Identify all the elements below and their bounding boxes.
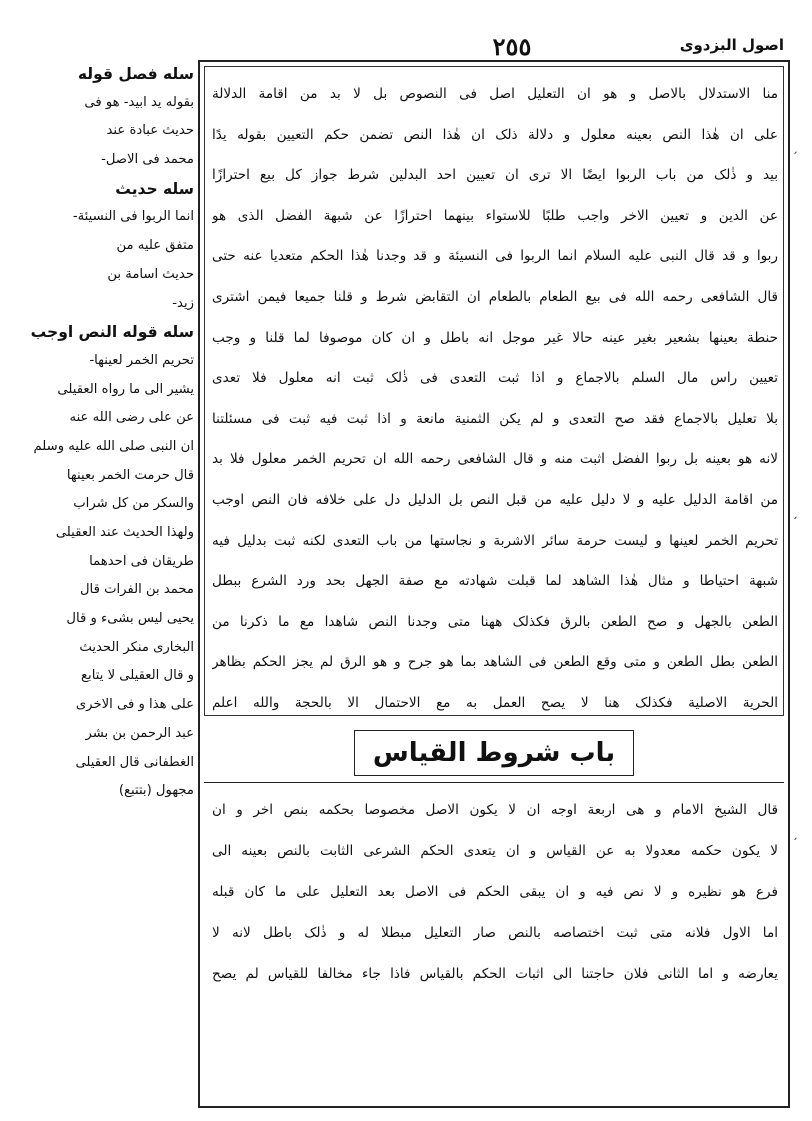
margin-note-line: حدیث اسامة بن [107,266,194,282]
text-line: منا الاستدلال بالاصل و هو ان التعلیل اصل فی النصوص بل لا بد من اقامة الدلالة [212,86,778,102]
margin-note-line: زید- [172,295,194,311]
text-line: ربوا و قد قال النبی علیه السلام انما الربوا فی النسیئة و قد وجدنا هٰذا الحکم متعدیا عنه حتی [212,248,778,265]
margin-note-line: طریقان فی احدهما [89,553,194,569]
margin-note-line: محمد فی الاصل- [101,152,194,168]
margin-note-line: البخاری منکر الحدیث [79,639,194,655]
text-line: عن الدین و تعیین الاخر واجب طلبًا للاستواء بینهما احترازًا عن شبهة الفضل الذی هو [212,207,778,224]
margin-note-line: محمد بن الفرات قال [79,582,194,598]
text-line: اما الاول فلانه متی ثبت اختصاصه بالنص صار التعلیل مبطلا له و ذٰلک باطل لانه لا [212,925,778,941]
margin-tick-mark: ˏ [792,505,798,519]
margin-note-line: قال حرمت الخمر بعینها [66,467,194,483]
lower-text-block [212,790,778,995]
margin-note-line: حدیث عبادة عند [106,123,194,139]
text-line: حنطة بعینها بشعیر بغیر عینه حالا غیر موجل انه باطل و ان کان موصوفا لما قلنا و وجب [212,329,778,346]
margin-note-line: تحریم الخمر لعینها- [89,352,194,368]
margin-note-heading: سله قوله النص اوجب [30,323,194,342]
text-line: الطعن بطل الطعن و متی وقع الطعن فی الشاهد بما هو جرح و هو الرق لم یجز الحکم بظاهر [212,654,778,671]
text-line: تحریم الخمر لعینها و لیست حرمة سائر الاشربة و نجاستها من باب التعدی لکنه ثبت بدلیل فیه [212,532,778,549]
text-line: شبهة احتیاطا و مثال هٰذا الشاهد لما قبلت شهادته مع صفة الجهل بحد ورد الشرع ببطل [212,573,778,590]
divider [204,782,784,783]
text-line: بید و ذٰلک من باب الربوا ایضًا الا تری ان تعیین احد البدلین شرط جواز کل بیع احترازًا [212,167,778,184]
chapter-title: باب شروط القیاس [372,738,616,768]
text-line: تعیین راس مال السلم بالاجماع و اذا ثبت التعدی فی ذٰلک ثبت انه معلول فلا تعدی [212,370,778,387]
margin-tick-mark: ˏ [792,826,798,840]
margin-note-line: یحیی لیس بشیء و قال [66,611,194,627]
margin-note-line: متفق علیه من [116,238,194,254]
text-line: الطعن بالجهل و صح الطعن بالرق فکذلک ههنا متی وجدنا النص شاهدا مع ما ذکرنا من [212,613,778,630]
chapter-heading-box [354,730,634,776]
margin-note-line: الغطفانی قال العقیلی [75,754,194,770]
margin-note-line: ولهذا الحدیث عند العقیلی [55,525,194,540]
text-line: لا یکون حکمه معدولا به عن القیاس و ان یتعدی الحکم الشرعی الثابت بالنص بعینه الی [212,843,778,859]
text-line: علی ان هٰذا النص بعینه معلول و دلالة ذلک ان هٰذا النص تضمن حکم التعیین بقوله یدًا [212,126,778,143]
margin-tick-mark: ˏ [792,140,798,154]
margin-note-heading: سله حدیث [115,179,194,198]
text-line: بلا تعلیل بالاجماع فقد صح التعدی و لم یکن الثمنیة مانعة و اذا ثبت فیه ثبت فی مسئلتنا [212,410,778,427]
text-line: من اقامة الدلیل علیه و لا دلیل علیه من قبل النص بل الدلیل دل علی خلافه فان النص اوجب [212,491,778,508]
text-line: لانه هو بعینه بل ربوا الفضل اثبت منه و قال الشافعی رحمه الله ان تحریم الخمر معلول فلا بد [212,451,778,468]
running-title: اصول البزدوی [679,36,784,54]
margin-note-heading: سله فصل قوله [77,65,194,83]
upper-text-block [212,74,778,724]
margin-note-line: انما الربوا فی النسیئة- [72,209,194,225]
text-line: قال الشافعی رحمه الله فی بیع الطعام بالطعام ان التقابض شرط و قلنا جمیعا فیمن اشتری [212,288,778,305]
margin-note-line: مجهول (بتتبع) [118,783,194,799]
margin-note-line: والسکر من کل شراب [73,496,194,512]
page-number: ٢٥٥ [492,32,532,61]
margin-note-line: عبد الرحمن بن بشر [85,725,194,741]
margin-note-line: یشیر الی ما رواه العقیلی [57,381,194,397]
text-line: فرع هو نظیره و لا نص فیه و ان یبقی الحکم فی الاصل بعد التعلیل علی ما کان قبله [212,884,778,900]
text-line: قال الشیخ الامام و هی اربعة اوجه ان لا یکون الاصل مخصوصا بحکمه بنص اخر و ان [212,802,778,818]
margin-note-line: بقوله ید ابید- هو فی [84,94,194,110]
page-header [0,32,812,62]
margin-notes [10,60,194,806]
text-line: الحریة الاصلیة فکذلک هنا لا یصح العمل به مع الاحتمال الا بالحجة والله اعلم [212,694,778,711]
margin-note-line: علی هذا و فی الاخری [75,697,194,713]
margin-note-line: ان النبی صلی الله علیه وسلم [33,438,194,454]
margin-note-line: و قال العقیلی لا یتابع [81,668,194,684]
margin-note-line: عن علی رضی الله عنه [69,410,194,426]
text-line: یعارضه و اما الثانی فلان حاجتنا الی اثبات الحکم بالقیاس فاذا جاء مخالفا للقیاس لم یصح [212,966,778,982]
